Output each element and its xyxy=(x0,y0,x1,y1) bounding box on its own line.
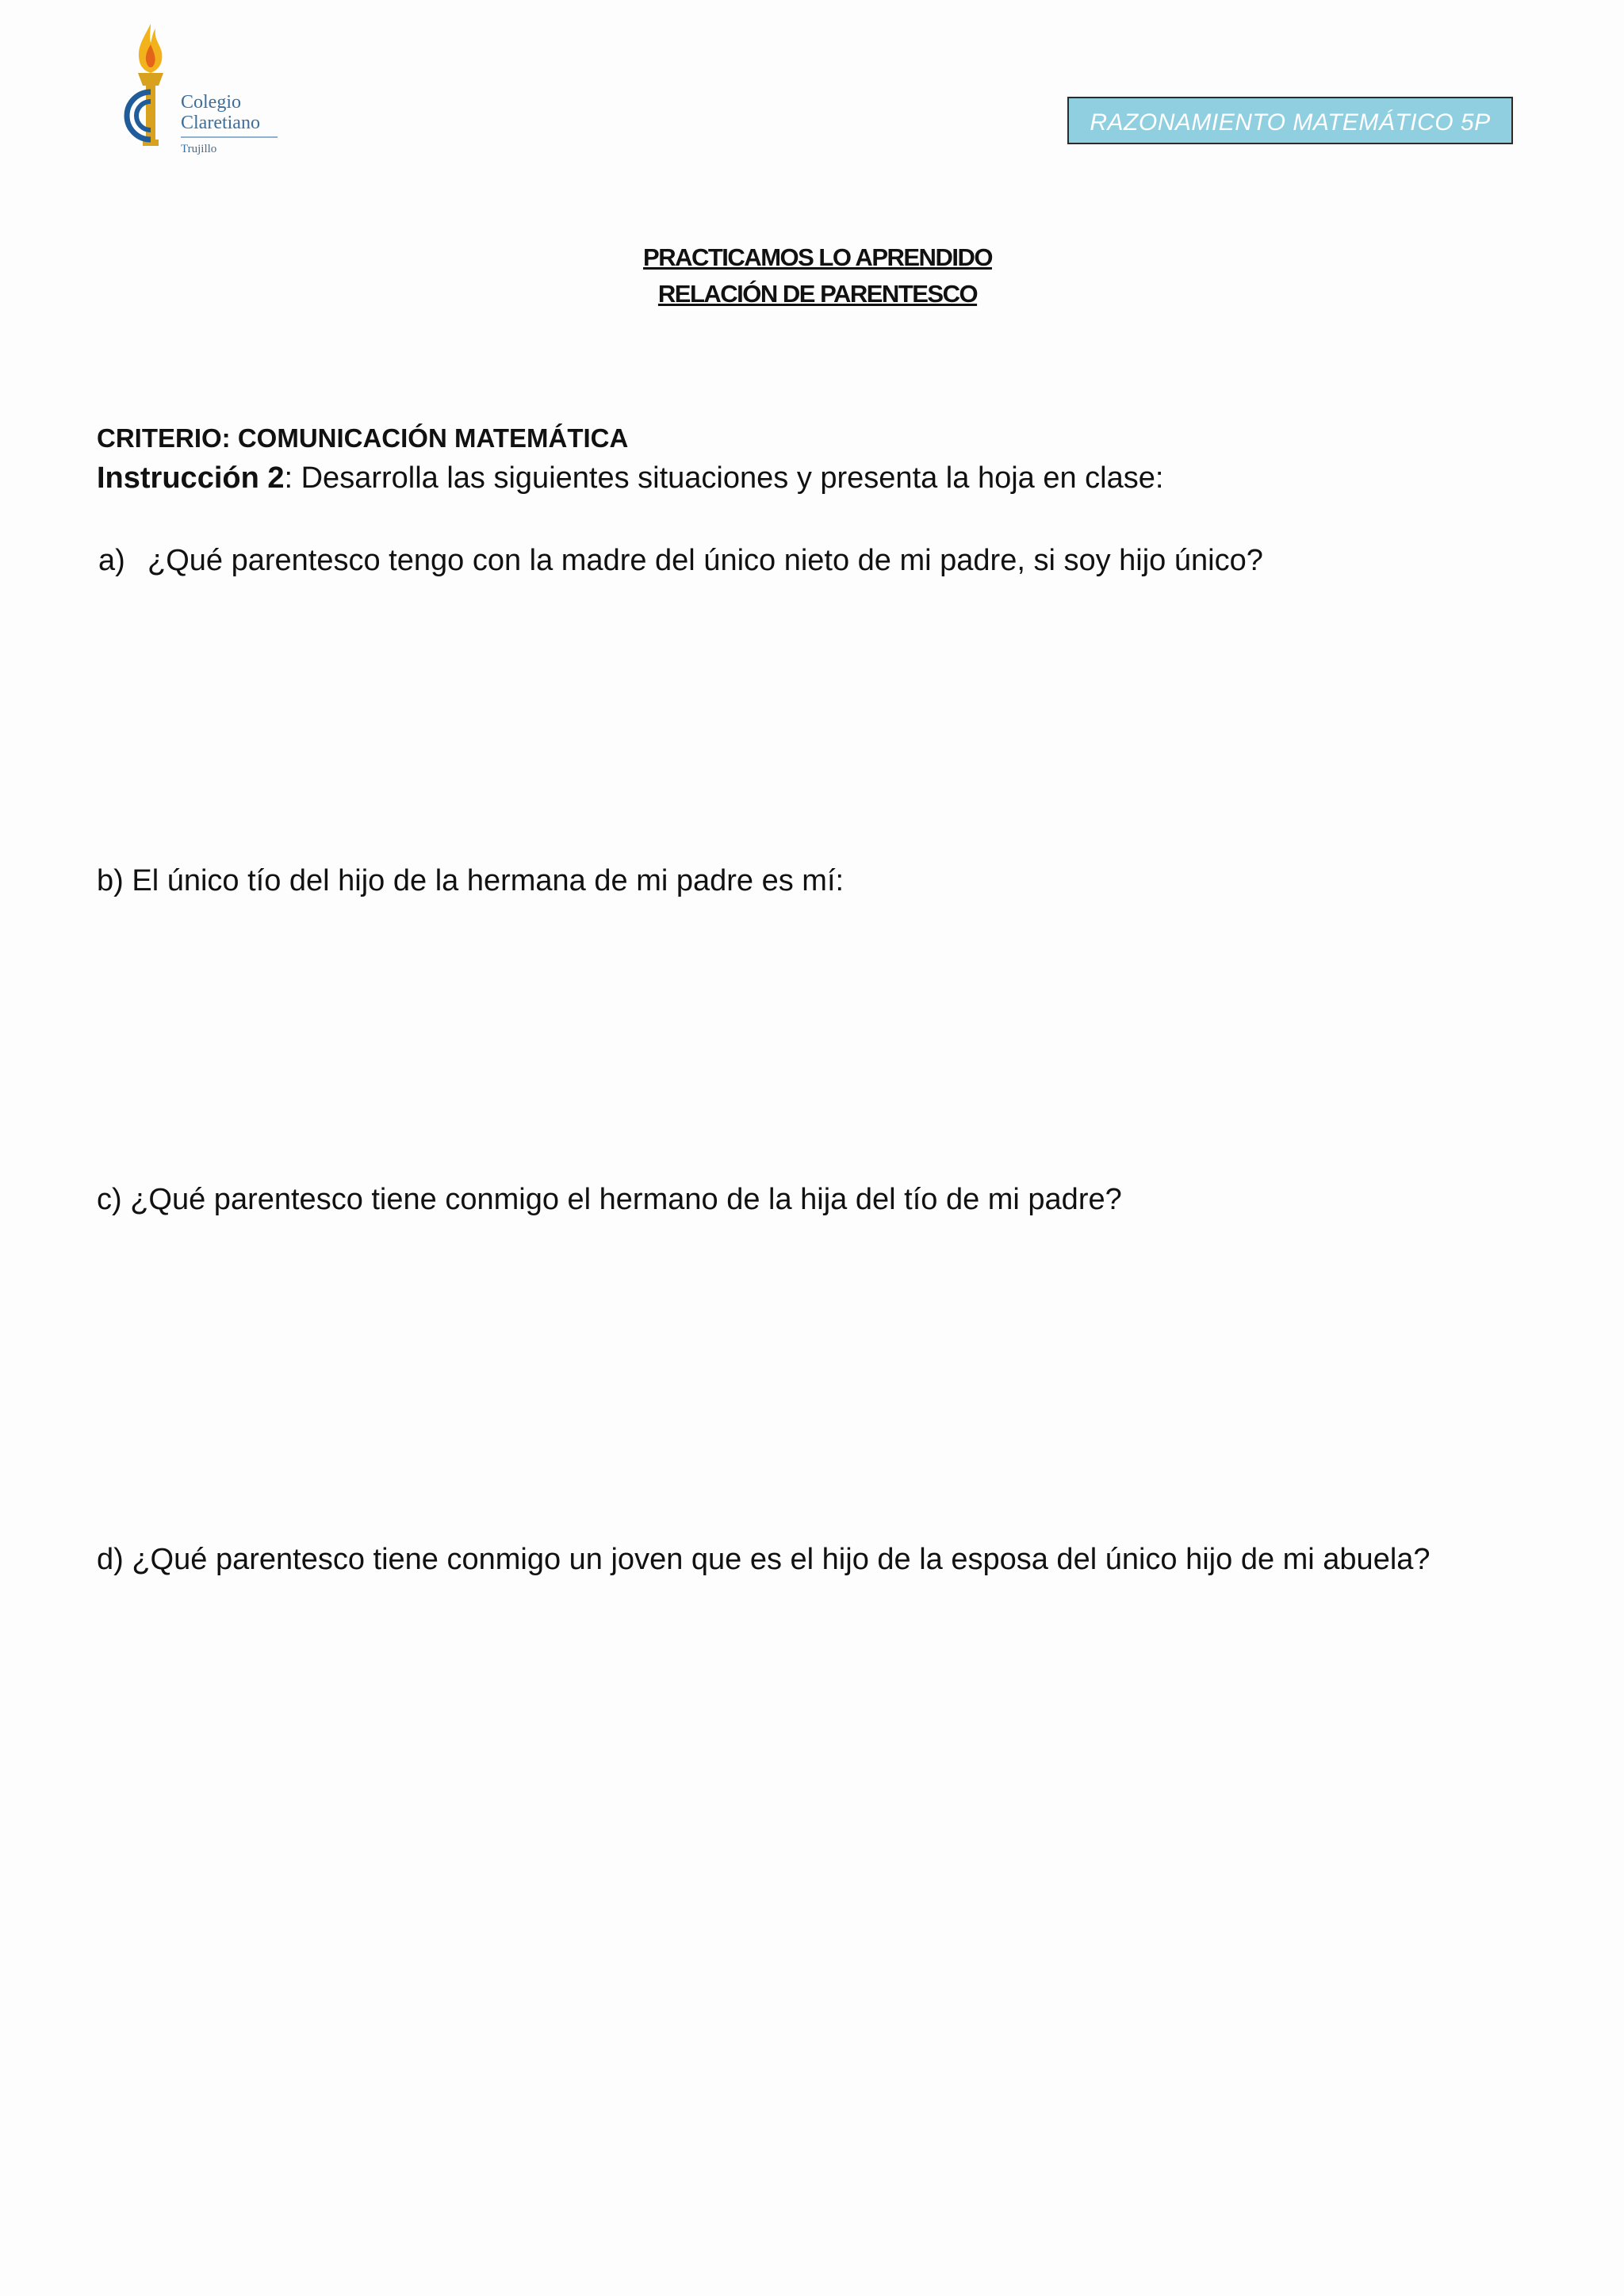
document-title: PRACTICAMOS LO APRENDIDO xyxy=(643,243,992,271)
logo-school-word: Colegio xyxy=(181,92,241,113)
question-d: d) ¿Qué parentesco tiene conmigo un joven que es el hijo de la esposa del único hijo de mi abuela? xyxy=(97,1543,1431,1576)
subject-label: RAZONAMIENTO MATEMÁTICO 5P xyxy=(1090,109,1491,136)
criterio-heading: CRITERIO: COMUNICACIÓN MATEMÁTICA xyxy=(97,423,629,453)
instruction-label: Instrucción 2 xyxy=(97,461,285,495)
school-logo xyxy=(119,21,285,157)
question-c: c) ¿Qué parentesco tiene conmigo el hermano de la hija del tío de mi padre? xyxy=(97,1183,1122,1216)
torch-emblem-icon xyxy=(119,21,182,157)
question-a-text: ¿Qué parentesco tengo con la madre del único nieto de mi padre, si soy hijo único? xyxy=(147,544,1263,577)
question-b: b) El único tío del hijo de la hermana de mi padre es mí: xyxy=(97,864,845,897)
instruction-line xyxy=(97,461,1163,496)
document-subtitle: RELACIÓN DE PARENTESCO xyxy=(657,280,978,308)
question-a-letter: a) xyxy=(98,544,125,577)
document-title-block xyxy=(0,239,1624,312)
instruction-text: : Desarrolla las siguientes situaciones y presenta la hoja en clase: xyxy=(284,461,1164,495)
subject-label-box xyxy=(1067,97,1513,144)
logo-city: Trujillo xyxy=(181,143,217,155)
question-a xyxy=(98,544,1263,578)
logo-school-name: Claretiano xyxy=(181,113,260,133)
logo-divider xyxy=(181,136,278,138)
